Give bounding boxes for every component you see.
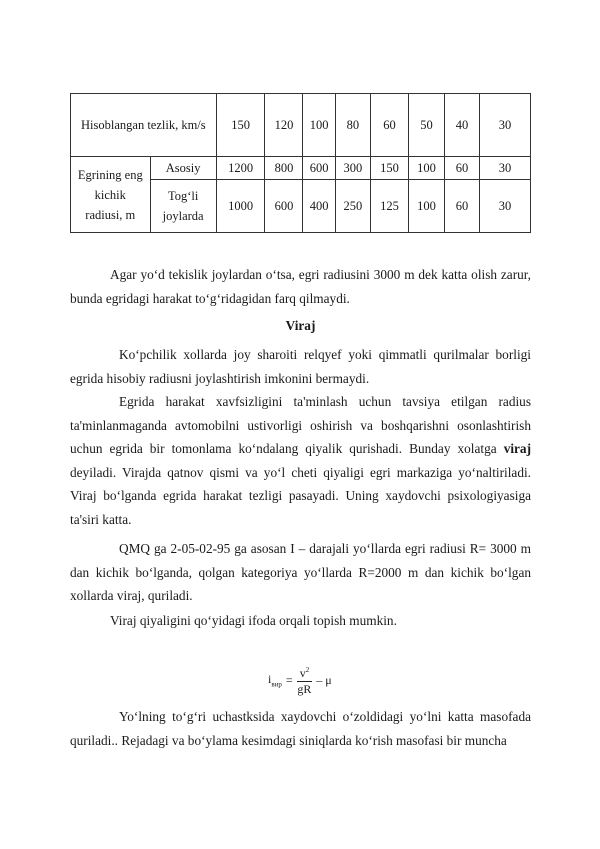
row-label-cell: Tog‘li joylarda	[150, 180, 216, 233]
row-label-cell: Asosiy	[150, 157, 216, 180]
section-heading: Viraj	[285, 318, 316, 333]
paragraph-4: QMQ ga 2-05-02-95 ga asosan I – darajali yo‘llarda egri radiusi R= 3000 m dan kichik bo‘lganda, qolgan kategoriya yo‘llarda R=2000 m dan kichik bo‘lgan xollarda viraj, quriladi.	[70, 541, 531, 604]
value-cell: 250	[335, 180, 370, 233]
superelevation-formula	[268, 663, 332, 697]
formula-denominator: gR	[297, 682, 312, 696]
value-cell: 60	[445, 180, 480, 233]
value-cell: 150	[370, 157, 408, 180]
speed-cell: 120	[265, 94, 303, 157]
paragraph-3-term: viraj	[503, 441, 532, 457]
speed-cell: 100	[303, 94, 335, 157]
value-cell: 1000	[216, 180, 265, 233]
value-cell: 600	[303, 157, 335, 180]
speed-cell: 80	[335, 94, 370, 157]
value-cell: 300	[335, 157, 370, 180]
value-cell: 125	[370, 180, 408, 233]
speed-cell: 60	[370, 94, 408, 157]
value-cell: 1200	[216, 157, 265, 180]
speed-cell: 40	[445, 94, 480, 157]
formula-numerator: $v^2$	[297, 663, 313, 682]
speed-cell: 30	[479, 94, 530, 157]
value-cell: 60	[445, 157, 480, 180]
value-cell: 30	[479, 180, 530, 233]
value-cell: 30	[479, 157, 530, 180]
paragraph-3-text-end: deyiladi. Virajda qatnov qismi va yo‘l cheti qiyaligi egri markaziga yo‘naltiriladi. Viraj bo‘lganda egrida harakat tezligi pasayadi. Uning xaydovchi psixologiyasiga ta'siri katta.	[70, 464, 531, 527]
formula-fraction	[297, 663, 313, 697]
paragraph-5: Viraj qiyaligini qo‘yidagi ifoda orqali topish mumkin.	[110, 613, 397, 628]
paragraph-1: Agar yo‘d tekislik joylardan o‘tsa, egri radiusini 3000 m dek katta olish zarur, bunda egridagi harakat to‘g‘ridagidan farq qilmaydi.	[70, 267, 531, 306]
formula-equals: =	[285, 672, 293, 687]
value-cell: 800	[265, 157, 303, 180]
table-row	[71, 94, 531, 157]
paragraph-3-text: Egrida harakat xavfsizligini ta'minlash uchun tavsiya etilgan radius ta'minlanmaganda avtomobilni ustivorligi oshirish va boshqarishni osonlashtirish uchun egrida bir tomonlama ko‘ndalang qiyalik qurishadi. Bunday xolatga	[70, 394, 531, 457]
speed-header-cell: Hisoblangan tezlik, km/s	[71, 94, 217, 157]
formula-lhs: $i_{вир}$	[268, 671, 282, 689]
table-row	[71, 157, 531, 180]
value-cell: 600	[265, 180, 303, 233]
speed-cell: 150	[216, 94, 265, 157]
speed-cell: 50	[408, 94, 444, 157]
radius-table	[70, 93, 531, 233]
value-cell: 400	[303, 180, 335, 233]
value-cell: 100	[408, 180, 444, 233]
value-cell: 100	[408, 157, 444, 180]
formula-tail: – μ	[316, 672, 332, 687]
radius-label-cell: Egrining eng kichik radiusi, m	[71, 157, 151, 233]
paragraph-2: Ko‘pchilik xollarda joy sharoiti relqyef yoki qimmatli qurilmalar borligi egrida hisobiy radiusni joylashtirish imkonini bermaydi.	[70, 347, 531, 386]
paragraph-3	[70, 390, 531, 532]
paragraph-6: Yo‘lning to‘g‘ri uchastksida xaydovchi o‘zoldidagi yo‘lni katta masofada quriladi.. Rejadagi va bo‘ylama kesimdagi siniqlarda ko‘rish masofasi bir muncha	[70, 709, 531, 748]
